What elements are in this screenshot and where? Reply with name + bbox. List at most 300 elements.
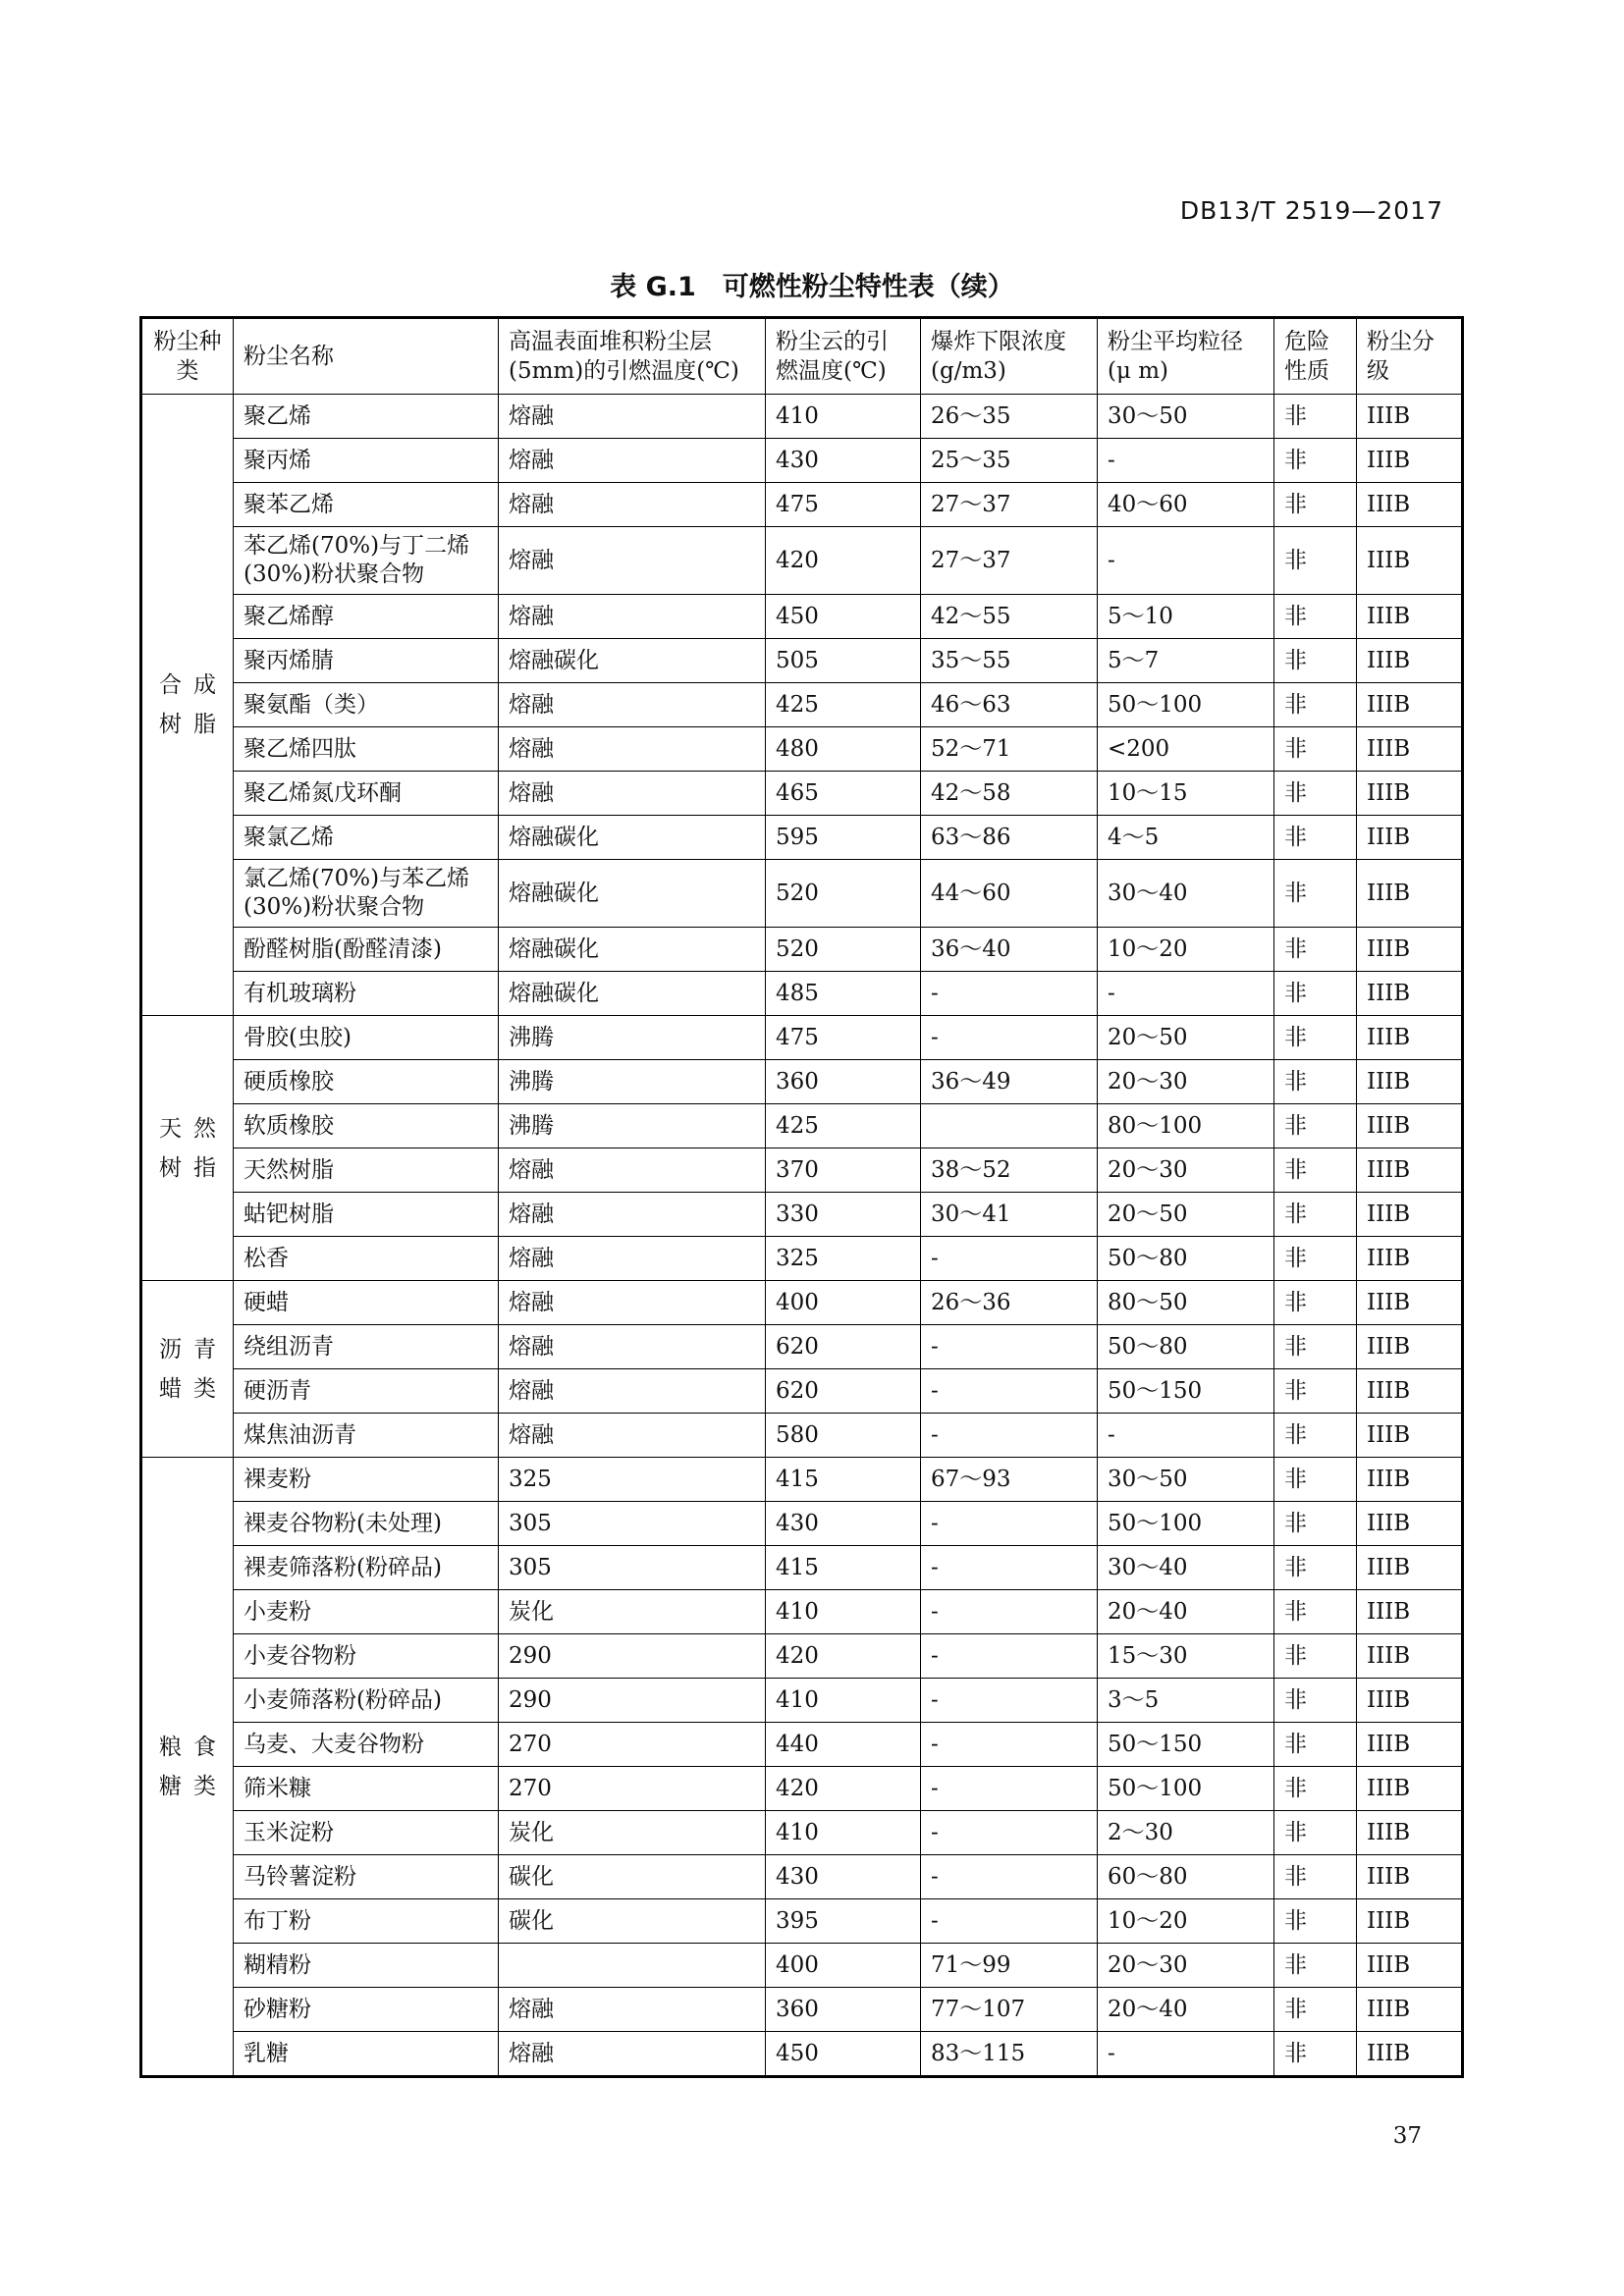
table-cell: 沸腾 bbox=[499, 1060, 766, 1104]
table-cell: 10～20 bbox=[1098, 928, 1274, 972]
dust-name-cell: 硬蜡 bbox=[234, 1281, 499, 1325]
table-cell: 50～150 bbox=[1098, 1369, 1274, 1414]
table-cell: IIIB bbox=[1357, 595, 1463, 639]
table-cell: IIIB bbox=[1357, 860, 1463, 928]
table-row bbox=[141, 683, 1463, 727]
dust-name-cell: 聚乙烯四肽 bbox=[234, 727, 499, 772]
table-row bbox=[141, 639, 1463, 683]
table-cell: 非 bbox=[1274, 2032, 1357, 2077]
dust-category: 天然树指 bbox=[141, 1016, 234, 1281]
dust-name-cell: 聚苯乙烯 bbox=[234, 483, 499, 527]
table-cell: 熔融 bbox=[499, 1988, 766, 2032]
table-cell: - bbox=[921, 1590, 1098, 1634]
table-cell: 505 bbox=[766, 639, 921, 683]
table-cell: 20～30 bbox=[1098, 1060, 1274, 1104]
table-cell: 非 bbox=[1274, 527, 1357, 595]
table-cell: IIIB bbox=[1357, 1723, 1463, 1767]
table-cell: 26～35 bbox=[921, 395, 1098, 439]
table-cell: 580 bbox=[766, 1414, 921, 1458]
table-cell: 20～40 bbox=[1098, 1988, 1274, 2032]
table-cell: IIIB bbox=[1357, 972, 1463, 1016]
table-cell: 425 bbox=[766, 683, 921, 727]
table-cell: IIIB bbox=[1357, 1634, 1463, 1679]
dust-name-cell: 砂糖粉 bbox=[234, 1988, 499, 2032]
table-cell: 碳化 bbox=[499, 1899, 766, 1944]
table-cell: 非 bbox=[1274, 1811, 1357, 1855]
table-cell: 360 bbox=[766, 1060, 921, 1104]
column-header: 危险性质 bbox=[1274, 318, 1357, 395]
dust-name-cell: 玉米淀粉 bbox=[234, 1811, 499, 1855]
table-row bbox=[141, 860, 1463, 928]
table-row bbox=[141, 1369, 1463, 1414]
table-cell: IIIB bbox=[1357, 1502, 1463, 1546]
table-cell: - bbox=[921, 1634, 1098, 1679]
column-header: 粉尘名称 bbox=[234, 318, 499, 395]
column-header: 爆炸下限浓度(g/m3) bbox=[921, 318, 1098, 395]
dust-name-cell: 骨胶(虫胶) bbox=[234, 1016, 499, 1060]
table-cell: 非 bbox=[1274, 1414, 1357, 1458]
table-cell: 20～30 bbox=[1098, 1148, 1274, 1193]
table-cell: - bbox=[921, 1016, 1098, 1060]
table-cell: 熔融 bbox=[499, 395, 766, 439]
table-cell: - bbox=[921, 1369, 1098, 1414]
table-cell: 360 bbox=[766, 1988, 921, 2032]
table-cell: 475 bbox=[766, 483, 921, 527]
table-cell: 熔融 bbox=[499, 1148, 766, 1193]
table-cell: IIIB bbox=[1357, 1414, 1463, 1458]
table-cell: 330 bbox=[766, 1193, 921, 1237]
table-cell: 42～55 bbox=[921, 595, 1098, 639]
table-cell: 71～99 bbox=[921, 1944, 1098, 1988]
table-cell: IIIB bbox=[1357, 2032, 1463, 2077]
table-cell: 碳化 bbox=[499, 1855, 766, 1899]
table-cell: IIIB bbox=[1357, 928, 1463, 972]
column-header: 粉尘种类 bbox=[141, 318, 234, 395]
table-cell: 420 bbox=[766, 1634, 921, 1679]
table-cell: 熔融碳化 bbox=[499, 928, 766, 972]
table-cell: IIIB bbox=[1357, 1193, 1463, 1237]
table-cell: 290 bbox=[499, 1634, 766, 1679]
table-cell: 77～107 bbox=[921, 1988, 1098, 2032]
table-row bbox=[141, 1723, 1463, 1767]
dust-name-cell: 天然树脂 bbox=[234, 1148, 499, 1193]
table-row bbox=[141, 1546, 1463, 1590]
dust-name-cell: 氯乙烯(70%)与苯乙烯(30%)粉状聚合物 bbox=[234, 860, 499, 928]
table-cell: 60～80 bbox=[1098, 1855, 1274, 1899]
table-cell: 50～150 bbox=[1098, 1723, 1274, 1767]
table-row bbox=[141, 1679, 1463, 1723]
dust-name-cell: 聚乙烯氮戊环酮 bbox=[234, 772, 499, 816]
table-cell: 44～60 bbox=[921, 860, 1098, 928]
dust-name-cell: 软质橡胶 bbox=[234, 1104, 499, 1148]
table-cell: 50～100 bbox=[1098, 683, 1274, 727]
table-row bbox=[141, 1148, 1463, 1193]
table-row bbox=[141, 928, 1463, 972]
dust-name-cell: 聚丙烯 bbox=[234, 439, 499, 483]
table-cell: 480 bbox=[766, 727, 921, 772]
table-cell: 30～40 bbox=[1098, 1546, 1274, 1590]
table-cell: IIIB bbox=[1357, 1369, 1463, 1414]
table-cell: 非 bbox=[1274, 1104, 1357, 1148]
table-row bbox=[141, 1811, 1463, 1855]
table-cell: 430 bbox=[766, 439, 921, 483]
table-cell: IIIB bbox=[1357, 1325, 1463, 1369]
table-cell: 270 bbox=[499, 1767, 766, 1811]
table-cell: 熔融 bbox=[499, 527, 766, 595]
table-cell: 620 bbox=[766, 1369, 921, 1414]
column-header: 粉尘平均粒径(μ m) bbox=[1098, 318, 1274, 395]
table-cell: 42～58 bbox=[921, 772, 1098, 816]
table-cell: 熔融 bbox=[499, 483, 766, 527]
table-cell: 非 bbox=[1274, 1193, 1357, 1237]
table-body bbox=[141, 395, 1463, 2077]
table-cell: 10～20 bbox=[1098, 1899, 1274, 1944]
dust-name-cell: 糊精粉 bbox=[234, 1944, 499, 1988]
dust-name-cell: 聚乙烯 bbox=[234, 395, 499, 439]
table-cell: 非 bbox=[1274, 1016, 1357, 1060]
table-cell: IIIB bbox=[1357, 1855, 1463, 1899]
dust-category: 沥青蜡类 bbox=[141, 1281, 234, 1458]
table-cell: 25～35 bbox=[921, 439, 1098, 483]
table-cell: 非 bbox=[1274, 1281, 1357, 1325]
table-cell: IIIB bbox=[1357, 772, 1463, 816]
dust-name-cell: 松香 bbox=[234, 1237, 499, 1281]
table-cell: 400 bbox=[766, 1944, 921, 1988]
table-cell: - bbox=[921, 1325, 1098, 1369]
table-cell: - bbox=[1098, 527, 1274, 595]
table-cell: 熔融碳化 bbox=[499, 639, 766, 683]
table-cell: 熔融 bbox=[499, 595, 766, 639]
table-cell: 熔融碳化 bbox=[499, 816, 766, 860]
column-header: 粉尘云的引燃温度(℃) bbox=[766, 318, 921, 395]
table-cell: 熔融 bbox=[499, 1325, 766, 1369]
table-row bbox=[141, 1458, 1463, 1502]
table-cell: 非 bbox=[1274, 860, 1357, 928]
table-cell: 非 bbox=[1274, 1502, 1357, 1546]
table-cell: 450 bbox=[766, 2032, 921, 2077]
table-cell: IIIB bbox=[1357, 683, 1463, 727]
table-cell: 非 bbox=[1274, 483, 1357, 527]
table-cell: 420 bbox=[766, 1767, 921, 1811]
table-cell: 非 bbox=[1274, 1325, 1357, 1369]
table-cell: 非 bbox=[1274, 1634, 1357, 1679]
table-cell: 非 bbox=[1274, 1148, 1357, 1193]
table-cell: 熔融 bbox=[499, 1414, 766, 1458]
table-cell: 430 bbox=[766, 1855, 921, 1899]
table-cell: 620 bbox=[766, 1325, 921, 1369]
dust-name-cell: 聚氯乙烯 bbox=[234, 816, 499, 860]
table-cell: 410 bbox=[766, 1590, 921, 1634]
table-cell: IIIB bbox=[1357, 1679, 1463, 1723]
table-row bbox=[141, 483, 1463, 527]
table-cell: 20～30 bbox=[1098, 1944, 1274, 1988]
table-cell: IIIB bbox=[1357, 439, 1463, 483]
dust-name-cell: 聚丙烯腈 bbox=[234, 639, 499, 683]
table-cell: 410 bbox=[766, 1679, 921, 1723]
table-cell: 400 bbox=[766, 1281, 921, 1325]
table-cell: 26～36 bbox=[921, 1281, 1098, 1325]
dust-name-cell: 乌麦、大麦谷物粉 bbox=[234, 1723, 499, 1767]
table-cell: 80～50 bbox=[1098, 1281, 1274, 1325]
table-cell: - bbox=[921, 1855, 1098, 1899]
table-cell: - bbox=[921, 1723, 1098, 1767]
table-row bbox=[141, 1016, 1463, 1060]
table-row bbox=[141, 1944, 1463, 1988]
table-cell: 485 bbox=[766, 972, 921, 1016]
table-cell: 4～5 bbox=[1098, 816, 1274, 860]
table-cell: 非 bbox=[1274, 972, 1357, 1016]
table-cell: - bbox=[921, 1237, 1098, 1281]
dust-name-cell: 聚乙烯醇 bbox=[234, 595, 499, 639]
dust-name-cell: 蛄钯树脂 bbox=[234, 1193, 499, 1237]
table-cell: 370 bbox=[766, 1148, 921, 1193]
dust-name-cell: 裸麦粉 bbox=[234, 1458, 499, 1502]
dust-category: 粮食糖类 bbox=[141, 1458, 234, 2077]
table-cell: - bbox=[921, 1811, 1098, 1855]
table-cell: 67～93 bbox=[921, 1458, 1098, 1502]
table-cell: 465 bbox=[766, 772, 921, 816]
table-cell: IIIB bbox=[1357, 1590, 1463, 1634]
table-cell: 20～50 bbox=[1098, 1016, 1274, 1060]
dust-name-cell: 小麦筛落粉(粉碎品) bbox=[234, 1679, 499, 1723]
table-cell: 50～100 bbox=[1098, 1767, 1274, 1811]
table-cell bbox=[499, 1944, 766, 1988]
table-cell: <200 bbox=[1098, 727, 1274, 772]
table-row bbox=[141, 1767, 1463, 1811]
table-cell: 非 bbox=[1274, 1855, 1357, 1899]
dust-properties-table bbox=[139, 316, 1464, 2078]
table-cell: IIIB bbox=[1357, 1988, 1463, 2032]
table-cell: 熔融 bbox=[499, 683, 766, 727]
table-cell: 305 bbox=[499, 1546, 766, 1590]
table-cell: 沸腾 bbox=[499, 1016, 766, 1060]
table-cell: IIIB bbox=[1357, 1104, 1463, 1148]
table-cell: 非 bbox=[1274, 816, 1357, 860]
table-cell: 炭化 bbox=[499, 1811, 766, 1855]
table-cell: 30～40 bbox=[1098, 860, 1274, 928]
table-cell: 450 bbox=[766, 595, 921, 639]
table-cell: 熔融 bbox=[499, 1369, 766, 1414]
table-row bbox=[141, 1502, 1463, 1546]
table-cell: IIIB bbox=[1357, 1016, 1463, 1060]
table-cell: - bbox=[921, 1767, 1098, 1811]
table-cell: 熔融 bbox=[499, 2032, 766, 2077]
table-row bbox=[141, 439, 1463, 483]
table-cell: 非 bbox=[1274, 439, 1357, 483]
table-row bbox=[141, 727, 1463, 772]
table-cell: 非 bbox=[1274, 1723, 1357, 1767]
dust-name-cell: 布丁粉 bbox=[234, 1899, 499, 1944]
page-number: 37 bbox=[1392, 2123, 1422, 2149]
table-cell: 425 bbox=[766, 1104, 921, 1148]
dust-name-cell: 有机玻璃粉 bbox=[234, 972, 499, 1016]
table-row bbox=[141, 1634, 1463, 1679]
table-cell: 熔融碳化 bbox=[499, 860, 766, 928]
table-cell: 305 bbox=[499, 1502, 766, 1546]
table-cell: 36～40 bbox=[921, 928, 1098, 972]
table-cell: IIIB bbox=[1357, 1060, 1463, 1104]
table-cell: - bbox=[1098, 1414, 1274, 1458]
table-cell: - bbox=[1098, 2032, 1274, 2077]
table-cell: 非 bbox=[1274, 772, 1357, 816]
dust-name-cell: 裸麦谷物粉(未处理) bbox=[234, 1502, 499, 1546]
dust-name-cell: 乳糖 bbox=[234, 2032, 499, 2077]
table-cell: 46～63 bbox=[921, 683, 1098, 727]
table-cell: 30～50 bbox=[1098, 395, 1274, 439]
column-header: 粉尘分级 bbox=[1357, 318, 1463, 395]
table-row bbox=[141, 1590, 1463, 1634]
table-cell: - bbox=[921, 1899, 1098, 1944]
table-cell: IIIB bbox=[1357, 395, 1463, 439]
dust-name-cell: 小麦粉 bbox=[234, 1590, 499, 1634]
table-row bbox=[141, 527, 1463, 595]
dust-name-cell: 硬质橡胶 bbox=[234, 1060, 499, 1104]
dust-name-cell: 小麦谷物粉 bbox=[234, 1634, 499, 1679]
table-cell: 非 bbox=[1274, 595, 1357, 639]
table-cell: IIIB bbox=[1357, 1148, 1463, 1193]
table-cell: - bbox=[921, 972, 1098, 1016]
table-row bbox=[141, 2032, 1463, 2077]
table-cell: - bbox=[921, 1546, 1098, 1590]
dust-name-cell: 筛米糠 bbox=[234, 1767, 499, 1811]
table-cell: 非 bbox=[1274, 639, 1357, 683]
table-row bbox=[141, 1325, 1463, 1369]
table-cell: IIIB bbox=[1357, 1237, 1463, 1281]
table-cell: 40～60 bbox=[1098, 483, 1274, 527]
table-cell: 35～55 bbox=[921, 639, 1098, 683]
table-cell: 50～100 bbox=[1098, 1502, 1274, 1546]
table-cell: 290 bbox=[499, 1679, 766, 1723]
table-cell: - bbox=[921, 1502, 1098, 1546]
table-row bbox=[141, 816, 1463, 860]
table-cell: IIIB bbox=[1357, 816, 1463, 860]
table-cell: 430 bbox=[766, 1502, 921, 1546]
table-cell bbox=[921, 1104, 1098, 1148]
table-cell: IIIB bbox=[1357, 727, 1463, 772]
table-cell: 410 bbox=[766, 395, 921, 439]
table-cell: 27～37 bbox=[921, 483, 1098, 527]
dust-name-cell: 裸麦筛落粉(粉碎品) bbox=[234, 1546, 499, 1590]
table-cell: IIIB bbox=[1357, 1767, 1463, 1811]
table-cell: IIIB bbox=[1357, 1458, 1463, 1502]
table-cell: 2～30 bbox=[1098, 1811, 1274, 1855]
dust-name-cell: 马铃薯淀粉 bbox=[234, 1855, 499, 1899]
table-cell: 非 bbox=[1274, 1679, 1357, 1723]
table-cell: IIIB bbox=[1357, 1944, 1463, 1988]
table-row bbox=[141, 595, 1463, 639]
table-cell: - bbox=[921, 1414, 1098, 1458]
table-cell: 52～71 bbox=[921, 727, 1098, 772]
table-row bbox=[141, 1414, 1463, 1458]
table-cell: 395 bbox=[766, 1899, 921, 1944]
table-cell: 415 bbox=[766, 1546, 921, 1590]
column-header: 高温表面堆积粉尘层(5mm)的引燃温度(℃) bbox=[499, 318, 766, 395]
table-cell: 3～5 bbox=[1098, 1679, 1274, 1723]
table-caption: 表 G.1 可燃性粉尘特性表（续） bbox=[610, 272, 1014, 302]
table-cell: 非 bbox=[1274, 1369, 1357, 1414]
table-cell: 270 bbox=[499, 1723, 766, 1767]
table-cell: 50～80 bbox=[1098, 1237, 1274, 1281]
dust-name-cell: 硬沥青 bbox=[234, 1369, 499, 1414]
dust-name-cell: 绕组沥青 bbox=[234, 1325, 499, 1369]
table-cell: 36～49 bbox=[921, 1060, 1098, 1104]
table-cell: 27～37 bbox=[921, 527, 1098, 595]
table-row bbox=[141, 1193, 1463, 1237]
table-cell: 非 bbox=[1274, 1546, 1357, 1590]
table-cell: 410 bbox=[766, 1811, 921, 1855]
table-row bbox=[141, 1281, 1463, 1325]
table-cell: 非 bbox=[1274, 1944, 1357, 1988]
table-cell: 5～7 bbox=[1098, 639, 1274, 683]
dust-name-cell: 酚醛树脂(酚醛清漆) bbox=[234, 928, 499, 972]
table-row bbox=[141, 395, 1463, 439]
table-header-row bbox=[141, 318, 1463, 395]
table-cell: 20～50 bbox=[1098, 1193, 1274, 1237]
table-cell: 熔融 bbox=[499, 772, 766, 816]
table-cell: 熔融碳化 bbox=[499, 972, 766, 1016]
table-cell: 熔融 bbox=[499, 1193, 766, 1237]
table-cell: 83～115 bbox=[921, 2032, 1098, 2077]
table-cell: 熔融 bbox=[499, 439, 766, 483]
table-row bbox=[141, 972, 1463, 1016]
table-cell: 熔融 bbox=[499, 1237, 766, 1281]
table-cell: IIIB bbox=[1357, 1899, 1463, 1944]
dust-name-cell: 聚氨酯（类） bbox=[234, 683, 499, 727]
table-cell: IIIB bbox=[1357, 1546, 1463, 1590]
table-row bbox=[141, 772, 1463, 816]
table-cell: - bbox=[1098, 972, 1274, 1016]
table-row bbox=[141, 1899, 1463, 1944]
table-cell: IIIB bbox=[1357, 1811, 1463, 1855]
table-cell: 非 bbox=[1274, 1237, 1357, 1281]
table-cell: - bbox=[1098, 439, 1274, 483]
table-cell: IIIB bbox=[1357, 1281, 1463, 1325]
dust-category: 合成树脂 bbox=[141, 395, 234, 1016]
table-cell: 520 bbox=[766, 928, 921, 972]
table-cell: IIIB bbox=[1357, 527, 1463, 595]
table-cell: 非 bbox=[1274, 928, 1357, 972]
table-cell: 440 bbox=[766, 1723, 921, 1767]
table-row bbox=[141, 1104, 1463, 1148]
table-cell: 熔融 bbox=[499, 1281, 766, 1325]
table-cell: 非 bbox=[1274, 1988, 1357, 2032]
table-row bbox=[141, 1060, 1463, 1104]
table-cell: 20～40 bbox=[1098, 1590, 1274, 1634]
table-cell: 非 bbox=[1274, 1590, 1357, 1634]
table-cell: 420 bbox=[766, 527, 921, 595]
table-row bbox=[141, 1855, 1463, 1899]
dust-name-cell: 苯乙烯(70%)与丁二烯(30%)粉状聚合物 bbox=[234, 527, 499, 595]
table-cell: 非 bbox=[1274, 1060, 1357, 1104]
table-row bbox=[141, 1988, 1463, 2032]
table-cell: 595 bbox=[766, 816, 921, 860]
table-cell: 非 bbox=[1274, 395, 1357, 439]
table-cell: 38～52 bbox=[921, 1148, 1098, 1193]
table-cell: IIIB bbox=[1357, 483, 1463, 527]
table-cell: 沸腾 bbox=[499, 1104, 766, 1148]
table-cell: 10～15 bbox=[1098, 772, 1274, 816]
table-cell: 熔融 bbox=[499, 727, 766, 772]
table-cell: 30～41 bbox=[921, 1193, 1098, 1237]
table-cell: IIIB bbox=[1357, 639, 1463, 683]
table-cell: 520 bbox=[766, 860, 921, 928]
dust-name-cell: 煤焦油沥青 bbox=[234, 1414, 499, 1458]
table-cell: 非 bbox=[1274, 1767, 1357, 1811]
table-cell: 非 bbox=[1274, 1899, 1357, 1944]
table-cell: 415 bbox=[766, 1458, 921, 1502]
table-cell: 325 bbox=[766, 1237, 921, 1281]
table-cell: 炭化 bbox=[499, 1590, 766, 1634]
